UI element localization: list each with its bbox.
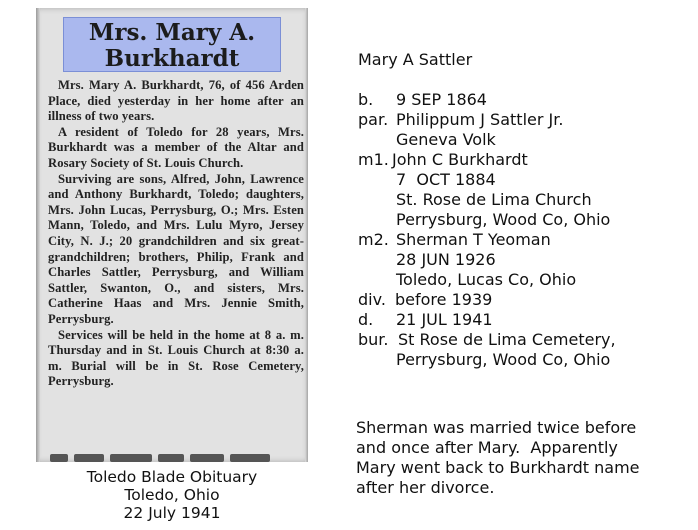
marriage1-date: 7 OCT 1884	[396, 170, 496, 189]
clipping-paragraph: Services will be held in the home at 8 a. m. Thursday and in St. Louis Church at 8:30 a. m. Burial will be in St. Rose Cemetery, Perrysburg.	[48, 327, 304, 389]
death-value: 21 JUL 1941	[396, 310, 493, 329]
headline-line: Mrs. Mary A.	[88, 19, 256, 46]
clipping-headline	[63, 17, 281, 72]
research-note	[356, 418, 696, 498]
marriage1-key: m1.	[358, 150, 389, 169]
caption-line: Toledo, Ohio	[124, 486, 220, 504]
caption-line: Toledo Blade Obituary	[86, 468, 258, 486]
marriage1-place1: St. Rose de Lima Church	[396, 190, 592, 209]
birth-value: 9 SEP 1864	[396, 90, 487, 109]
divorce-value: before 1939	[395, 290, 493, 309]
burial-place: Perrysburg, Wood Co, Ohio	[396, 350, 611, 369]
note-line: Mary went back to Burkhardt name	[356, 458, 640, 477]
clipping-edge	[305, 8, 308, 462]
marriage1-spouse: John C Burkhardt	[392, 150, 528, 169]
father-value: Philippum J Sattler Jr.	[396, 110, 564, 129]
marriage2-spouse: Sherman T Yeoman	[396, 230, 551, 249]
birth-key: b.	[358, 90, 374, 109]
marriage2-date: 28 JUN 1926	[396, 250, 496, 269]
note-line: and once after Mary. Apparently	[356, 438, 618, 457]
parents-key: par.	[358, 110, 389, 129]
obituary-clipping	[36, 8, 308, 462]
record-name: Mary A Sattler	[358, 50, 473, 69]
clipping-paragraph: Mrs. Mary A. Burkhardt, 76, of 456 Arden Place, died yesterday in her home after an illness of two years.	[48, 78, 304, 124]
burial-key: bur.	[358, 330, 389, 349]
burial-value: St Rose de Lima Cemetery,	[398, 330, 616, 349]
clipping-cut-text	[50, 454, 300, 462]
headline-line: Burkhardt	[104, 45, 240, 72]
clipping-paragraph: Surviving are sons, Alfred, John, Lawrence and Anthony Burkhardt, Toledo; daughters, Mrs. John Lucas, Perrysburg, O.; Mrs. Esten Mann, Toledo, and Mrs. Lulu Myro, Jersey City, N. J.; 20 grandchildren and six great-grandchildren; brothers, Philip, Frank and Charles Sattler, Perrysburg, and William Sattler, Swanton, O., and sisters, Mrs. Catherine Haas and Mrs. Jennie Smith, Perrysburg.	[48, 171, 304, 326]
clipping-paragraph: A resident of Toledo for 28 years, Mrs. Burkhardt was a member of the Altar and Rosary Society of St. Louis Church.	[48, 124, 304, 170]
death-key: d.	[358, 310, 374, 329]
clipping-caption	[36, 468, 308, 522]
caption-line: 22 July 1941	[123, 504, 221, 522]
clipping-body	[48, 78, 304, 390]
mother-value: Geneva Volk	[396, 130, 496, 149]
divorce-key: div.	[358, 290, 386, 309]
marriage2-place: Toledo, Lucas Co, Ohio	[396, 270, 577, 289]
note-line: after her divorce.	[356, 478, 495, 497]
marriage2-key: m2.	[358, 230, 389, 249]
marriage1-place2: Perrysburg, Wood Co, Ohio	[396, 210, 611, 229]
note-line: Sherman was married twice before	[356, 418, 637, 437]
clipping-edge	[36, 8, 40, 462]
